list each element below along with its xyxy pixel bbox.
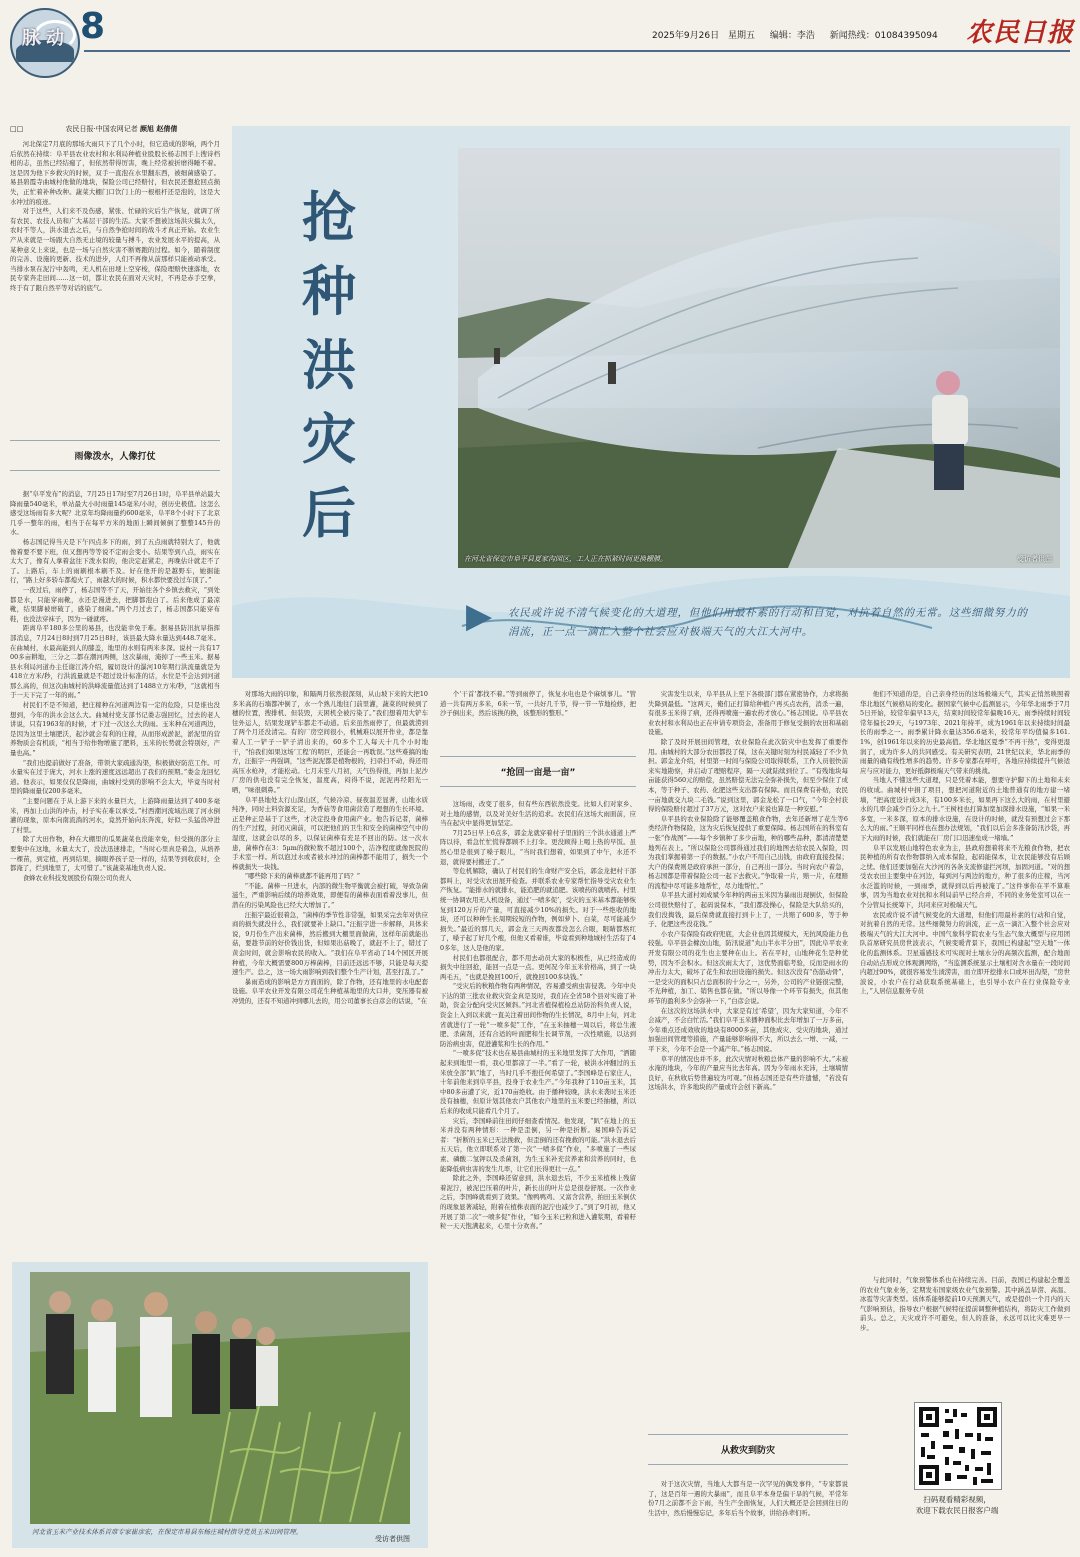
col2-text: 对那场大雨的印象，和隔两月依然很深刻，从山坡下来的大把10多米高的石墙都冲倒了，水一个熟儿地往门前里灌，蔬菜的时候到了穗的位置，搜排机、但装毁，天困机全被污染了。”我们想着用大铲车往外运人，结果发现铲车都走不动道。后来虽然雨停了，但最就涝到了两个月还没清完。有的厂房空间很小，机械难以展开作业，都是靠着人工一铲子一铲子清出来的，60多个工人每天十几个小时地干，“怕我们如果这场‘工程’的明巨，还能会一再耽误。”这些难搞的地方，汪振宇一再强调，“这些泥泥都是植物根的，扫帚扫不动，得还用高压水枪冲，才能松动。七月末至八月初，天气热得很，再加上泥沙厂房的供电没有完全恢复，温度高，闷得不说，泥泥再经阳光一晒，“味很刺鼻。” 阜平县地处太行山深山区，气候冷凉、昼夜温差显著，山地水质纯净，同时土料资源充足，为香菇等食用菌营造了理想的生长环境。正是种正是基于了这些，才决定投身食用菌产业。他告诉记者，菌棒的生产过程，封闭灭菌前，可以把他们的卫生和安全的菌棒空气中的湿度，这就会以尽的多，以保证菌棒有充足不回出的防。这一次水患，菌棒作在3：5μm的微粒数不超过100个，洁净程度就像医院的手术室一样。所以泡过水或者被水冲过的菌棒都不能用了，损失一个棒就损失一块钱。 “哪些除下来的菌棒就都不能再用了吗？” “不能。菌棒一旦进水，内部的微生物平衡就会被打破，导致杂菌滋生，严重影响后续的培养效果，即便有的菌棒表面看着没事儿，但潜在的污染风险也已经大大增加了。” 汪振宇最近很着急，“菌棒的季节性非常强，如果采完去年对供应商的损失就没什么，我们就要补上缺口。”汪振宇进一步解释，具体来说，9月份生产出来菌棒，然后搬到大棚里面做菌，这样年前就能出菇，要趁节前的好价钱出货，但如果出菇晚了，就赶不上了，错过了黄金时间，就会影响农民的收入。“我们在阜平省动了14个园区开展种植，今年大概需要800万棒菌棒，目前还远远不够，只能是每天提速生产。总之，这一场大雨影响到我们整个生产计划，甚至打乱了。” 暴雨造成的影响是方方面面的，除了作物，还有地里的水电配套设施。阜平农业开发有限公司花生种植基地里的大口井，变压器有被冲毁的，还有不知道冲到哪儿去的，用公司董事长白彦会的话说，“在 (232, 690, 428, 1005)
issue-weekday: 星期五 (727, 31, 755, 41)
col3-text: 这场雨，改变了很多，但有些东西依然没变。比如人们对家乡、对土地的感情，以及对美好生活的追求。农民们在这场大雨面前，应当在起灾中显得更加坚定。 7月25日早上6点多，郭金龙就穿着村子里面的三个洪水通道上严阵以待，看急忙忙慌得都顾不上打伞。更没顾得上喝上热的早饭。虽然心里是很到了嗓子眼儿，“当时我们想着，如果到了中午，水还不退，就得要村搬迁了。” 等危机解除，确认了村民们的生命财产安全后，郭金龙把村干部都叫上，对受灾农田展开检查。并联系农业专家帮忙指导受灾农业生产恢复。“能排水的就排水，能追肥的就追肥。该喷药的就喷药。村里统一协调农用无人机设备，通过‘一喷多促’，受灾的玉米基本都能够恢复到120万斤的产量，可直接减少10%的损失。对于一些绝收的地块，还可以种种生长周期较短的作物，例如萝卜、白菜，尽可能减少损失。”最近的那几天，郭金龙三天两夜都没怎么合眼，眼睛都熬红了，嗓子起了好几个疱，但他又看着谁，毕竟看到种地城村生活有了40多年，这人是他的家。 村民们也都很配合，都不用去动员大家的积极性，从已经造成的损失中往回抢，能回一点是一点。更何况今年玉米价格高，到了一块两毛五，“也就是挽回100斤，就挽回100多块钱。” “受灾后的秋粮作物有两种情况，容易遭受病虫害侵袭。今年中央下达的第三批农业救灾资金真是及时，我们在全省58个县对实施了补助，资金分配向受灾区倾斜。”河北省植保植检总站防治科负责人说，资金上入到以来就一直关注着田间作物的生长情况，8月中上旬，河北省就进行了一轮“一喷多促”工作，“在玉米抽穗一周以后，将总生液肥、杀菌剂，还有合适的叶面肥和生长调节剂，一次性喷施，以达到防治病虫害，促进灌浆和生长的作用。” “一喷多促”技术也在易县曲城村的玉米地里发挥了大作用，“洒随起来到地里一看，我心里都凉了一半。”看了一轮，被洪水冲翻过的玉米放全部“趴”地了，当时几乎不抱任何希望了。”李国峰是石家庄人，十年前他来到阜平县，投身于农业生产。”今年我种了110亩玉米，其中80多亩遭了灾，近170亩绝收。由于播种较晚，洪水来袭时玉米还没有抽穗，但原计划其他农户其他农户地里的玉米要已经抽穗，所以后来的收成只能看几个月了。 灾后，李国峰前往田间仔细查看情况。他发现，“趴”在地上的玉米并没有两种情形：一种是歪倒，另一种是折断。易国峰告诉记者：“折断的玉米已无法挽救，但歪倒的还有挽救的可能。”洪水退去后五天后，他立即联系对了第一次“一喷多促”作业，“多喷施了一些尿素、磷酸二氢钾以及杀菌剂，为生玉米补充营养素和营养的同时，也能降低病虫害的发生几率，让它们长得更壮一点。” 除此之外，李国峰还留意到，洪水退去后，不少玉米植株上残留着泥泞，被泥巴压着的叶片，新长出的叶片总是很卷舒展。一次作业之后，李国峰就看到了效果。“像鸭鸭鸡、又富含营养，拍田玉米倒伏的现象显著减轻，附着在植株表面的泥泞也减少了。”到了9月初，他又开展了第二次“一喷多促”作业，“如今玉米已粒和进入灌浆期，看着籽粒一天天饱满起来，心里十分欢喜。” (440, 800, 636, 1231)
page-number: 8 (80, 6, 106, 47)
editor: 编辑：李浩 (769, 31, 815, 41)
main-photo-caption: 在河北省保定市阜平县夏家沟园区，工人正在抓紧时间更换棚膜。 (464, 555, 667, 563)
main-photo-credit: 受访者供图 (1017, 555, 1052, 563)
header-rule (84, 50, 1070, 52)
section-logo (10, 8, 80, 78)
bottom-photo-frame (12, 1262, 428, 1548)
qr-caption: 扫码观看精彩视频， 欢迎下载农民日报客户端 (915, 1495, 999, 1515)
headline: 抢种洪灾后 (302, 185, 356, 545)
subhead-2: “抢回一亩是一亩” (440, 756, 636, 787)
quote-mark: ▶ (466, 596, 493, 636)
page-header (0, 0, 1080, 88)
bottom-photo-credit: 受访者供图 (375, 1535, 410, 1543)
col4-bottom-text: 对于这次灾情，当地人大都当是一次罕见的偶发事件，“专家都说了，这是百年一遇的大暴雨”，而且阜平本身是偏干旱的气候，平常年份7月之前都不会下雨，当生产全面恢复，人们大概还是会回到往日的生活中，然后慢慢忘记，多年后当个故事，讲给孙辈们听。 (648, 1480, 848, 1517)
col5-bottom-text: 与此同时，气象预警体系也在持续完善。目前，我国已构建起全覆盖的农业气象业务，定期发布国家级农业气象预警。其中涵盖旱涝、高温、冰雹等灾害类型。该体系能够提前10天预测天气，或是提供一个月内的天气影响预估，指导农户根据气候特征提前调整种植结构，将防灾工作做到前头。总之，天灾或许不可避免，但人的准备，永远可以比灾难更早一步。 (860, 1276, 1070, 1332)
intro-text: 河北保定7月底的那场大雨只下了几个小时，但它造成的影响，两个月后依然在持续：阜平县农业农村和水利局种植业股股长杨志国手上搜诗档相的志，虽然已经结痂了，但依然带得厉害，晚上经常被折磨得睡不着。这是因为他下乡救灾的时候，双手一直泡在水里翻东西，被细菌感染了。易县碧霞寺曲城村他做的地块，保险公司已经赔付，但农民还想抢回点损失，正忙着补种改种。蔬菜大棚门口饮门上的一根根杆还是泡的，这是大水冲过的痕迹。 对于这些，人们来不及伤感，紧张、忙碌的灾后生产恢复，就调了所有农民、农技人员和广大基层干部的生活。大家不想被这场洪灾搞太久，农时不等人，洪水退去之后，与自然争抢时间的战斗才真正开始。农业生产从来就是一场跟大自然无止境的较量与搏斗，农业发展水平的提高，从某种意义上来说，也是一场与自然灾害不断赛跑的过程。如今，随着制度的完善、设施的更新、技术的进步，人们不再像从前那样只能被动承受。当排水泵在泥泞中轰鸣，无人机在田埂上空穿梭，保险理赔快速落地，农民专家奔走田间……这一切，都让农民在面对天灾时，不再是赤手空拳，终于有了跟自然平等对话的底气。 (10, 140, 220, 292)
col5-text: 他们不知道的是，自己亲身经历的这场极端天气，其实正悄然映照着华北地区气候格局的变化。据国家气候中心监测显示，今年华北雨季于7月5日开始，较常年偏早13天，结束时间较常年偏晚16天。雨季持续时间较常年偏长29天，与1973年、2021年持平，成为1961年以来持续时间最长的雨季之一。雨季累计降水量达356.6毫米，较常年平均值偏多161.1%，创1961年以来的历史最高值。华北地区夏季“不再干热”，变得更湿润了，成为许多人的共同感受。有关研究表明，21世纪以来，华北雨季的雨量的确有线性增多的趋势。许多专家都在呼吁，各地应持续提升气候适应与应对能力，更好抵御极端天气带来的挑战。 当地人不懂这些大道理，只是凭着本能，想要守护脚下的土地和未来的收成。曲城村中捐了项目，想把河道附近的土地普通有的地方建一堵墙，“把高度设计成3米，有100多米长，如果再下这么大的雨，在村里避水的几率会减少百分之九十。”王树柱也打算加宽加深排水设施，“如果一米多宽，一米多深，原本的排水设施，在设计的时候，就没有预想过会下那么大的雨。”王顺平同样也在想办法规划，“我们以后会多准备防汛沙袋，再下大雨的时候，我们就能在厂房门口迅速垒成一堵墙。” 阜平以发展山地特色农业为主，县政府想着将来不光粮食作物，把农民种植的所有农作物都纳入成本保险，起码能保本，让农民能够没有后顾之忧。他们还要加强在大沙河的各条支流修建拦河坝，加固河道。“对的想受农农田主要集中在河边，每到河与两边的地方，种了很多的庄稼，当河水泛滥的时候，一到雨季，就得到以后再被淹了。”这件事你在平不算难事，因为当地农业对抗和水利局前早已经合并，不同的业务处室可以在一个分管局长统筹下，共同来应对极端天气。 农民或许说不清气候变化的大道理，但他们用最朴素的行动和自觉，对抗着自然的无常。这些细微努力的涓流，正一点一滴汇入整个社会应对极端天气的大江大河中。中国气象科学院农业与生态气象大概型与应用团队首席研究员房世波表示，气候变暖背景下，我国已构建起“空天地”一体化的监测体系。卫星遥感技术可实现对土壤水分的高频次监测，配合地面自动站点形成立体观测网络，“当监测系统显示土壤相对含水量在一段时间内超过90%，就很容易发生渍涝害，而立即开挖排水口或坏田沟渠，“房世波说，小农户在行动获取系统基础上，也引导小农户在行业保险专业上，”人居信息服务专员 (860, 690, 1070, 996)
col1-text: 据“阜平发布”的消息，7月25日17时至7月26日1时，阜平县单站最大降雨量540毫米，单站最大小时雨量145毫米/小时，创历史极值。这怎么感受这场雨有多大呢？北京年均降雨量约600毫米，阜平8个小时下了北京几乎一整年的雨，相当于在每平方米的地面上瞬间倾倒了整整145升的水。 杨志国记得当天是下午四点多下的雨，到了五点雨就特别大了，他就像着要不要下班，但又想再等等说不定雨会变小。结果等到八点，雨实在太大了，像有人拿着盆往下泼水似的，他决定赶紧走，再晚估计就走不了了。上路后，车上的雨刷根本刷不及。好在他开的是越野车，她掘能行，“路上好多轿车都熄火了，雨越大的时候，积水都快要没过车顶了。” 一夜过后，雨停了，杨志国等不了天，开始往各个乡镇去救灾，“到处都是水，只能穿雨靴，水还是漫进去，把脚都泡白了。后来他成了最凉靴，结果脚被磨破了，感染了细菌。”两个月过去了，杨志国都只能穿布鞋，也没法穿袜子，因为一碰就疼。 距离阜平180多公里的易县，也没能幸免于难。据易县防汛抗旱指挥部消息，7月24日8时到7月25日8时，该县最大降水量达到448.7毫米。在曲城村，水最高能到人的膝盖，地里的水则有两米多深。说村一共有1700多亩耕地，三分之二都在潮河两侧，这次暴雨，淹掉了一些玉米。据易县水利局河道办主任谢江涛介绍，履切设计的瀑河10年期行洪流量就是为418立方米/秒，行洪流量就是不超过设计标准的话，水位是不会达到河道那么高的，但这次曲城村的洪峰流量值达到了1488立方米/秒，“这就相当于一天下完了一年的雨。” 村民们不是不知道，把庄稼种在河道两边有一定的危险，只是谁也没想到，今年的洪水会这么大。曲城村党支部书记娄志强回忆，过去的老人讲说，只有1963年的时候，才下过一次这么大的雨。玉米种在河道两边，是因为这里土壤肥沃，起沙就会有利的庄稼，从而形成淤泥，淤泥里的营养物质会有机质，“相当于给作物增施了肥料，玉米的长势就会特别好，产量也高。” “我们也提前做好了准备，带领大家疏通沟渠，积极做好防范工作。可水量实在过于庞大，河水上涨的速度远远超出了我们的预期。”娄金龙回忆道。他表示，如果仅仅是降雨，曲城村受到的影响不会太大，毕竟当时村里的降雨量仅200多毫米。 “主要问题在于从上游下来的水量巨大，上游降雨量达到了400多毫米，再加上山洪的冲击，村子实在难以承受。”村西潮河流域出现了河水倒灌的现象，原本向南流淌的河水，竟然开始向东奔流，好似一头猛兽冲进了村里。 除了大田作物，种在大棚里的瓜果蔬菜也没能幸免，但受损的部分主要集中在这地，水量太大了，没法迅速排走，“当时心里真是着急，从培养一棵苗，到定植，再到结果，摘眼养孩子是一样的，结果等到收获时，全都淹了，烂到地里了，太可惜了。”该蔬菜基地负责人说。 食蜂农业科技发展股份有限公司负责人 (10, 490, 220, 882)
bottom-photo-caption: 河北省玉米产业技术体系首席专家崔彦宏，在保定市易县东杨庄城村指导党员玉米田间管理。 (32, 1528, 303, 1536)
subhead-1: 雨像泼水，人像打仗 (10, 440, 220, 471)
headline-panel (232, 126, 1070, 678)
masthead: 农民日报 (966, 18, 1075, 48)
reporters: 颜旭 赵倩倩 (139, 124, 178, 133)
standfirst: 农民或许说不清气候变化的大道理，但他们用最朴素的行动和自觉，对抗着自然的无常。这些细微努力的涓流，正一点一滴汇入整个社会应对极端天气的大江大河中。 (508, 607, 1028, 638)
byline: 农民日报·中国农网记者 (65, 125, 138, 133)
news-hotline: 新闻热线：01084395094 (829, 31, 938, 41)
bottom-photo (30, 1272, 410, 1524)
qr-code[interactable] (914, 1402, 1002, 1490)
subhead-3: 从救灾到防灾 (648, 1434, 848, 1465)
byline-row: □□ 农民日报·中国农网记者 颜旭 赵倩倩 (10, 124, 178, 133)
col3-top-text: 个‘干首’都找不着。”等到雨停了，恢复水电也是个麻烦事儿。“管道一共有两万多米，6米一节，一共好几千节，得一节一节地检修，把沙子倒出来，然后该换的换，该整形的整形。” (440, 690, 636, 718)
issue-date: 2025年9月26日 (652, 31, 720, 41)
header-meta (652, 28, 938, 41)
section-mark: 脉动 (22, 28, 70, 49)
col4-text: 灾害发生以来，阜平县从上至下各级部门都在紧密协作，力求将损失降到最低。“这两天，俺们正打算给种植户再买点农药，消杀一遍，有很多玉米得了病，还得再喷施一遍农药才放心。”杨志国说。阜平县农业农村和水利局也正在申请专项资金，准备用于修复受损的农田和基础设施。 除了及时开展田间管理，农业保险在此次防灾中也发挥了重要作用。曲城村的大部分农田都投了保，这在关键时刻为村民减轻了不少负担。郭金龙介绍，村里第一时间与保险公司取得联系，工作人员很快前来实地勘察，并启动了理赔程序，隔一天就陆续到位了。“有残地块每亩能获得560元的赔偿，虽然赔偿无法完全弥补损失，但至少保住了成本，等于种子、农药、化肥这些支出都有保障。而且保费有补贴，农民一亩地就交九块二毛钱。”说到这里，郭金龙松了一口气，“今年全村获得的保险赔付超过了37万元，这对农户来说也算是一种安慰。” 阜平县的农业保险除了能够覆盖粮食作物，去年还新增了花生等6类经济作物保险，这为灾后恢复提供了重要保障。杨志国所在的科室有一张“作战图”——每个乡镇种了多少亩地，种的哪些品种，都清清楚楚地列在表上。“所以保险公司都得通过我们的地图去给农民入保险，因为我们掌握着第一手的数据。”小农户不用自己出钱，由政府直接投保；大户的保费则是政府承担一部分，自己再出一部分。当时向农户着急，杨志国都是带着保险公司一起下去救灾。”争取着一片，赔一片，在理赔的流程中尽可能多地帮忙，尽力地帮忙。” 阜平县大道村刘成斌今年种的两亩玉米因为暴雨出现倒伏，但保险公司很快赔付了，起码说保本，“我们都没操心，保险是大队给买的，我们没掏钱，最后保费就直接打到卡上了，一共赔了600多，等于种子、化肥这些没花钱。” 小农户有保险有政府兜底，大企业也因其规模大，无抗风险能力也较强。阜平县金橼汝山地，防汛说道“丸山半水半分田”，因此阜平农业开发有限公司的花生也主要种在山上。若在平时，山地种花生是种优势，因为不会积水。但这次雨太大了，这优势面临考验，反而是雨水的冲击力太大，破坏了花生和农田设施的损失。但这次没有“伤筋动骨”，一是受灾的面积只占总面积的十分之一，另外，公司的产业链很完整，不光种植，加工、销售也都在做。“所以导像一个环节有损失，但其他环节的盈利多少会弥补一下，”白彦会说。 在这次的这场洪水中，大家是有过‘希望’，因为大家知道，今年不会减产，不会白忙活。”我们阜平玉米播种面积比去年增加了一万多亩，今年重点还成效收的地块有8000多亩，其他成灾、受灾的地块，通过加强田间管理等措施，产量能够影响得不大，所以去么一增、一减，一平下来，今年不会是一个减产年。”杨志国说。 草平的情况也并不多，此次灾情对秋粮总体产量的影响不大。”未被水淹的地块，今年的产量应当比去年高。因为今年雨水充沛，土壤墒情良好，在秋收后势普遍较为可观。”但杨志国还是有些许遗憾，“若没有这场洪水，许多地块的产量或许会创下新高。” (648, 690, 848, 1092)
main-photo (458, 148, 1060, 568)
